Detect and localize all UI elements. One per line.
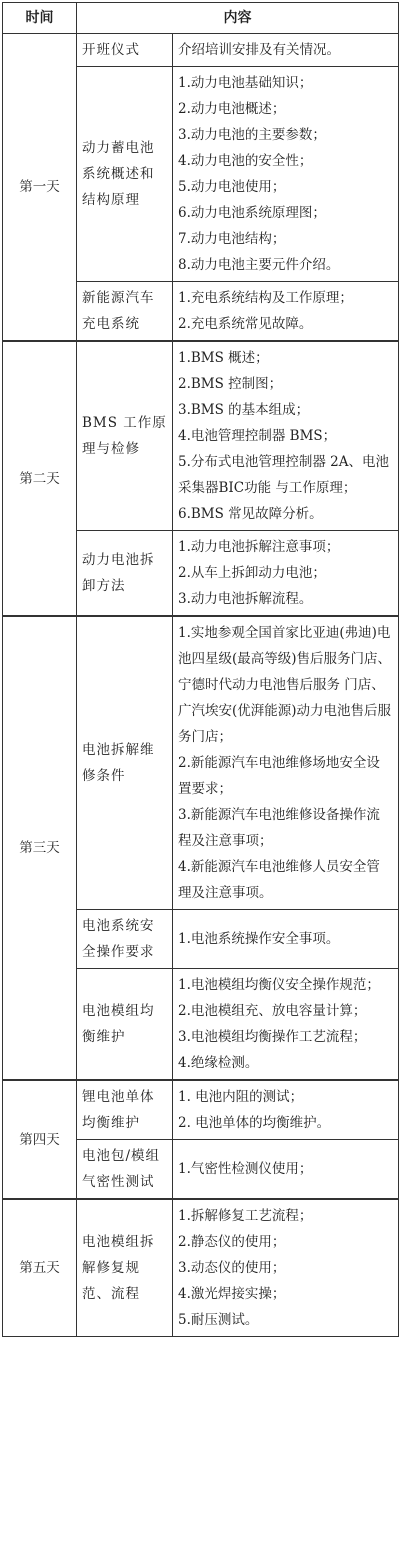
topic-cell: 开班仪式 <box>77 34 173 67</box>
content-item: 1. 电池内阻的测试； <box>178 1089 304 1105</box>
content-item: 1.电池系统操作安全事项。 <box>178 931 340 947</box>
topic-cell: 电池包/模组气密性测试 <box>77 1140 173 1200</box>
content-cell <box>173 1199 399 1337</box>
topic-cell: 动力蓄电池系统概述和结构原理 <box>77 67 173 282</box>
topic-cell: BMS 工作原理与检修 <box>77 341 173 531</box>
day-label: 第一天 <box>3 34 77 342</box>
content-item: 1.实地参观全国首家比亚迪(弗迪)电池四星级(最高等级)售后服务门店、宁德时代动力电池售后服务 门店、广汽埃安(优湃能源)动力电池售后服务门店； <box>178 625 392 745</box>
content-item: 2.电池模组充、放电容量计算； <box>178 1003 367 1019</box>
day-label: 第二天 <box>3 341 77 616</box>
content-item: 2.静态仪的使用； <box>178 1234 286 1250</box>
day-label: 第三天 <box>3 616 77 1080</box>
content-item: 7.动力电池结构； <box>178 231 286 247</box>
content-cell <box>173 1080 399 1140</box>
content-item: 3.电池模组均衡操作工艺流程； <box>178 1029 367 1045</box>
content-item: 5.耐压测试。 <box>178 1312 259 1328</box>
content-item: 5.分布式电池管理控制器 2A、电池采集器BIC功能 与工作原理； <box>178 454 390 496</box>
content-item: 1.BMS 概述； <box>178 350 269 366</box>
training-schedule-table <box>2 2 399 1337</box>
content-cell <box>173 282 399 342</box>
table-row <box>3 1080 399 1140</box>
content-item: 4.绝缘检测。 <box>178 1055 259 1071</box>
content-item: 1.电池模组均衡仪安全操作规范； <box>178 977 380 993</box>
table-row <box>3 34 399 67</box>
content-item: 3.动力电池拆解流程。 <box>178 591 313 607</box>
content-item: 3.BMS 的基本组成； <box>178 402 310 418</box>
content-item: 3.动力电池的主要参数； <box>178 127 326 143</box>
content-cell <box>173 616 399 910</box>
content-item: 2.从车上拆卸动力电池； <box>178 565 326 581</box>
content-item: 2.充电系统常见故障。 <box>178 316 313 332</box>
day-label: 第四天 <box>3 1080 77 1199</box>
table-row <box>3 616 399 910</box>
content-cell <box>173 67 399 282</box>
topic-cell: 新能源汽车充电系统 <box>77 282 173 342</box>
content-item: 1.动力电池基础知识； <box>178 75 313 91</box>
content-cell <box>173 969 399 1081</box>
topic-cell: 锂电池单体均衡维护 <box>77 1080 173 1140</box>
content-item: 5.动力电池使用； <box>178 179 286 195</box>
content-item: 2.BMS 控制图； <box>178 376 283 392</box>
content-item: 6.BMS 常见故障分析。 <box>178 506 323 522</box>
table-row <box>3 341 399 531</box>
content-cell <box>173 910 399 969</box>
content-cell <box>173 1140 399 1200</box>
content-item: 4.新能源汽车电池维修人员安全管理及注意事项。 <box>178 859 380 901</box>
day-label: 第五天 <box>3 1199 77 1337</box>
content-item: 6.动力电池系统原理图； <box>178 205 326 221</box>
topic-cell: 电池拆解维修条件 <box>77 616 173 910</box>
topic-cell: 电池系统安全操作要求 <box>77 910 173 969</box>
content-item: 2. 电池单体的均衡维护。 <box>178 1115 331 1131</box>
schedule-body <box>3 34 399 1337</box>
content-cell <box>173 34 399 67</box>
topic-cell: 电池模组均衡维护 <box>77 969 173 1081</box>
content-item: 2.新能源汽车电池维修场地安全设置要求； <box>178 755 380 797</box>
content-cell <box>173 531 399 617</box>
content-item: 4.动力电池的安全性； <box>178 153 313 169</box>
content-item: 2.动力电池概述； <box>178 101 286 117</box>
table-header-row <box>3 3 399 34</box>
table-row <box>3 1199 399 1337</box>
content-item: 1.充电系统结构及工作原理； <box>178 290 353 306</box>
content-cell <box>173 341 399 531</box>
content-item: 1.动力电池拆解注意事项； <box>178 539 340 555</box>
header-content: 内容 <box>77 3 399 34</box>
content-item: 1.气密性检测仪使用； <box>178 1161 313 1177</box>
content-item: 1.拆解修复工艺流程； <box>178 1208 313 1224</box>
content-item: 3.动态仪的使用； <box>178 1260 286 1276</box>
header-time: 时间 <box>3 3 77 34</box>
content-item: 介绍培训安排及有关情况。 <box>178 42 340 58</box>
topic-cell: 动力电池拆卸方法 <box>77 531 173 617</box>
content-item: 8.动力电池主要元件介绍。 <box>178 257 340 273</box>
content-item: 4.电池管理控制器 BMS； <box>178 428 337 444</box>
content-item: 4.激光焊接实操； <box>178 1286 286 1302</box>
content-item: 3.新能源汽车电池维修设备操作流程及注意事项； <box>178 807 380 849</box>
topic-cell: 电池模组拆解修复规范、流程 <box>77 1199 173 1337</box>
